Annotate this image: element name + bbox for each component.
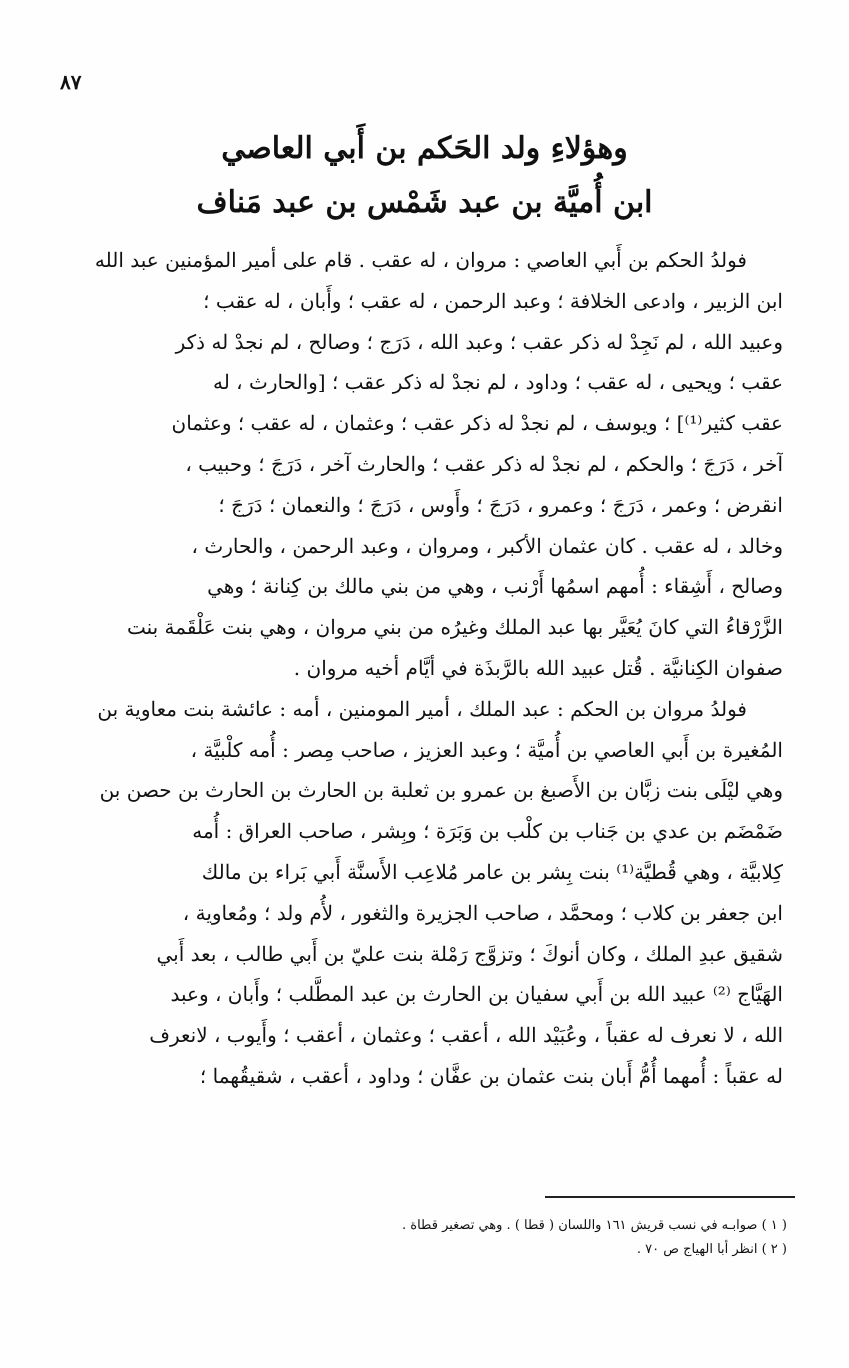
text-line: الله ، لا نعرف له عقباً ، وعُبَيْد الله ، أعقب ؛ وعثمان ، أعقب ؛ وأَيوب ، لانعرف <box>149 1023 783 1048</box>
footnote-1: ( ١ ) صوابـه في نسب قريش ١٦١ واللسان ( قطا ) . وهي تصغير قطاة . <box>402 1218 787 1233</box>
text-line: ابن جعفر بن كلاب ؛ ومحمَّد ، صاحب الجزيرة والثغور ، لأُم ولد ؛ ومُعاوية ، <box>182 900 783 925</box>
text-line: عقب كثير⁽¹⁾] ؛ ويوسف ، لم نجدْ له ذكر عقب ؛ وعثمان ، له عقب ؛ وعثمان <box>171 411 783 436</box>
text-line: وصالح ، أَشِقاء : أُمهم اسمُها أَرْنب ، وهي من بني مالك بن كِنانة ؛ وهي <box>207 574 783 599</box>
text-line: صفوان الكِنانيَّة . قُتل عبيد الله بالرَّبذَة في أيَّام أخيه مروان . <box>293 655 783 680</box>
text-line: وهي ليْلَى بنت زبَّان بن الأَصبغ بن عمرو بن ثعلبة بن الحارث بن الحارث بن حصن بن <box>99 778 783 803</box>
text-line: انقرض ؛ وعمر ، دَرَجَ ؛ وعمرو ، دَرَجَ ؛ وأَوس ، دَرَجَ ؛ والنعمان ؛ دَرَجَ ؛ <box>218 492 783 517</box>
text-line: الزَّرْقاءُ التي كانَ يُعَيَّر بها عبد الملك وغيرُه من بني مروان ، وهي بنت عَلْقَمة بنت <box>126 615 783 640</box>
page-number: ٨٧ <box>60 70 82 94</box>
footnote-divider <box>545 1196 795 1198</box>
text-line: فولدُ الحكم بن أَبي العاصي : مروان ، له عقب . قام على أمير المؤمنين عبد الله <box>94 248 747 272</box>
text-line: له عقباً : أُمهما أُمُّ أَبان بنت عثمان بن عفَّان ؛ وداود ، أعقب ، شقيقُهما ؛ <box>199 1063 783 1088</box>
body-text <box>62 240 783 1097</box>
chapter-heading <box>60 122 789 230</box>
text-line: الهَيَّاج ⁽²⁾ عبيد الله بن أَبي سفيان بن الحارث بن عبد المطَّلب ؛ وأَبان ، وعبد <box>170 982 783 1007</box>
text-line: وعبيد الله ، لم نَجِدْ له ذكر عقب ؛ وعبد الله ، دَرَج ؛ وصالح ، لم نجدْ له ذكر <box>175 329 783 354</box>
footnote-2: ( ٢ ) انظر أبا الهياج ص ٧٠ . <box>636 1242 787 1257</box>
text-line: ابن الزبير ، وادعى الخلافة ؛ وعبد الرحمن ، له عقب ؛ وأَبان ، له عقب ؛ <box>203 288 783 313</box>
text-line: وخالد ، له عقب . كان عثمان الأكبر ، ومروان ، وعبد الرحمن ، والحارث ، <box>191 533 783 558</box>
text-line: آخر ، دَرَجَ ؛ والحكم ، لم نجدْ له ذكر عقب ؛ والحارث آخر ، دَرَجَ ؛ وحبيب ، <box>185 451 783 476</box>
text-line: فولدُ مروان بن الحكم : عبد الملك ، أمير المومنين ، أمه : عائشة بنت معاوية بن <box>97 696 747 721</box>
text-line: كِلابيَّة ، وهي قُطيَّة⁽¹⁾ بنت بِشر بن عامر مُلاعِب الأَسنَّة أَبي بَراء بن مالك <box>201 859 783 884</box>
text-line: عقب ؛ ويحيى ، له عقب ؛ وداود ، لم نجدْ له ذكر عقب ؛ [والحارث ، له <box>213 370 783 395</box>
footnotes <box>200 1214 787 1262</box>
heading-line-1: وهؤلاءِ ولد الحَكم بن أَبي العاصي <box>221 131 628 166</box>
heading-line-2: ابن أُميَّة بن عبد شَمْس بن عبد مَناف <box>196 185 653 220</box>
paragraph-2 <box>62 689 783 1097</box>
text-line: المُغيرة بن أَبي العاصي بن أُميَّة ؛ وعبد العزيز ، صاحب مِصر : أُمه كلْبيَّة ، <box>190 737 783 762</box>
paragraph-1 <box>62 240 783 689</box>
text-line: شقيق عبدِ الملك ، وكان أنوكَ ؛ وتزوَّج رَمْلة بنت عليّ بن أَبي طالب ، بعد أَبي <box>156 941 783 966</box>
text-line: ضَمْضَم بن عدي بن جَناب بن كلْب بن وَبَرَة ؛ وبِشر ، صاحب العراق : أُمه <box>192 819 783 844</box>
